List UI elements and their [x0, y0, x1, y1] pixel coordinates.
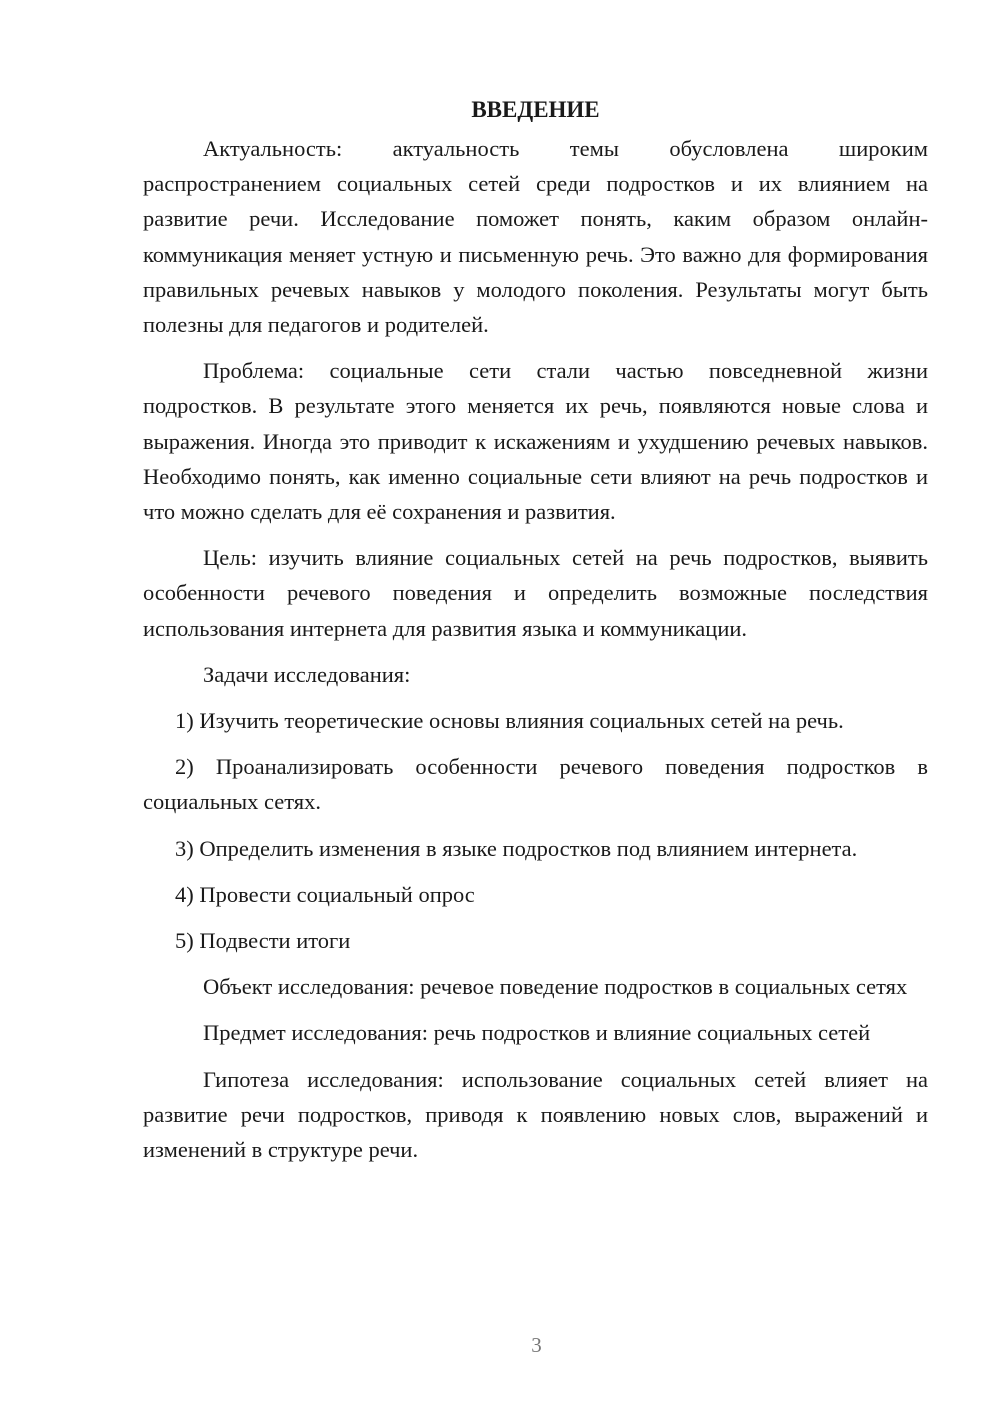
object-paragraph: Объект исследования: речевое поведение подростков в социальных сетях	[203, 974, 908, 1000]
task-item-1: 1) Изучить теоретические основы влияния социальных сетей на речь.	[175, 708, 844, 734]
subject-paragraph: Предмет исследования: речь подростков и влияние социальных сетей	[203, 1020, 871, 1046]
page-title: ВВЕДЕНИЕ	[471, 97, 600, 122]
task-item-5: 5) Подвести итоги	[175, 928, 351, 954]
relevance-paragraph: Актуальность: актуальность темы обусловлена широким распространением социальных сетей среди подростков и их влиянием на развитие речи. Исследование поможет понять, каким образом онлайн-коммуникация меняет устную и письменную речь. Это важно для формирования правильных речевых навыков у молодого поколения. Результаты могут быть полезны для педагогов и родителей.	[143, 136, 928, 338]
task-item-4: 4) Провести социальный опрос	[175, 881, 475, 907]
hypothesis-paragraph: Гипотеза исследования: использование социальных сетей влияет на развитие речи подростков, приводя к появлению новых слов, выражений и изменений в структуре речи.	[143, 1066, 928, 1163]
task-item-3: 3) Определить изменения в языке подростков под влиянием интернета.	[175, 835, 858, 861]
goal-paragraph: Цель: изучить влияние социальных сетей на речь подростков, выявить особенности речевого поведения и определить возможные последствия использования интернета для развития языка и коммуникации.	[143, 545, 928, 641]
task-item-2: 2) Проанализировать особенности речевого поведения подростков в социальных сетях.	[143, 754, 928, 815]
document-page	[143, 92, 928, 1178]
problem-paragraph: Проблема: социальные сети стали частью повседневной жизни подростков. В результате этого меняется их речь, появляются новые слова и выражения. Иногда это приводит к искажениям и ухудшению речевых навыков. Необходимо понять, как именно социальные сети влияют на речь подростков и что можно сделать для её сохранения и развития.	[143, 358, 928, 525]
page-number: 3	[531, 1333, 542, 1357]
tasks-heading: Задачи исследования:	[203, 661, 411, 687]
